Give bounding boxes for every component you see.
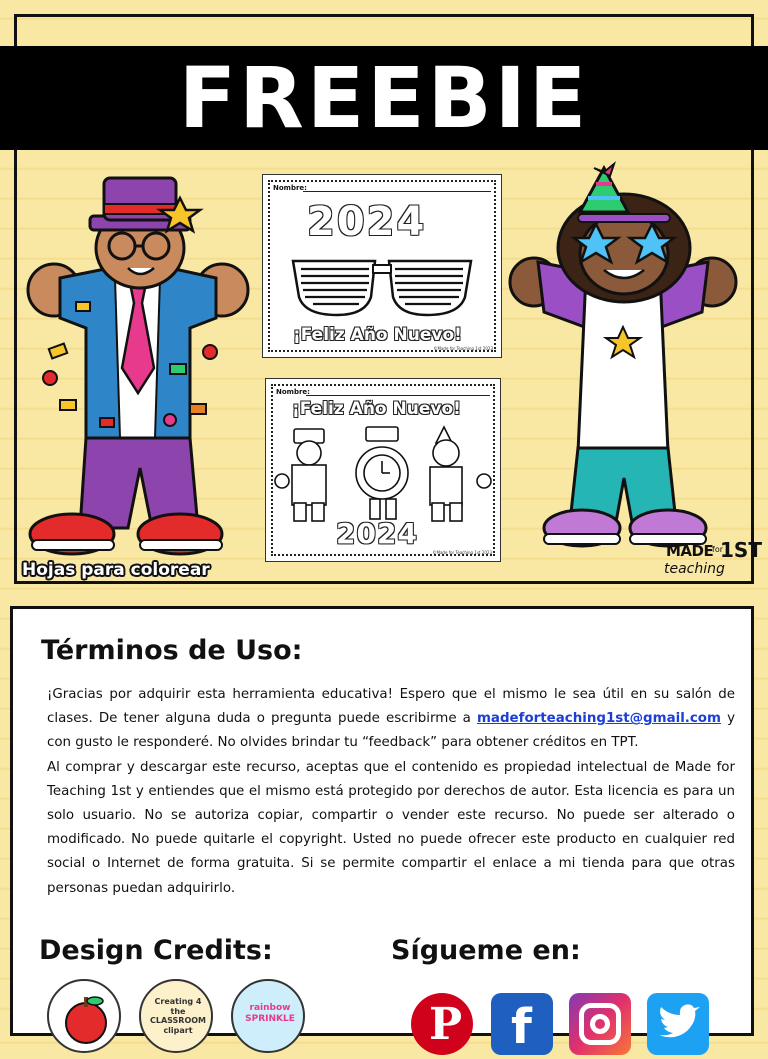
preview-caption: Hojas para colorear bbox=[22, 560, 210, 580]
rainbow-sprinkle-text: rainbow SPRINKLE bbox=[245, 1003, 295, 1024]
brand-teaching-text: teaching bbox=[664, 561, 725, 577]
sheet-copyright: ©Made for Teaching 1st 2023 bbox=[433, 346, 493, 351]
design-credits-title: Design Credits: bbox=[39, 935, 273, 966]
terms-thanks-text: ¡Gracias por adquirir esta herramienta educativa! Espero que el mismo le sea útil en su salón de clases. De tener alguna duda o pregunta puede escribirme a bbox=[47, 687, 735, 727]
instagram-icon[interactable] bbox=[569, 993, 631, 1055]
coloring-sheet-glasses bbox=[262, 174, 502, 358]
sheet-greeting-text: ¡Feliz Año Nuevo! bbox=[292, 399, 461, 419]
brand-for-text: for bbox=[712, 545, 723, 554]
coloring-sheet-characters bbox=[265, 378, 501, 562]
terms-feedback-text: y con gusto le responderé. No olvides brindar tu “feedback” para obtener créditos en TPT. bbox=[47, 711, 735, 751]
pinterest-glyph: P bbox=[429, 999, 463, 1050]
name-line bbox=[303, 191, 491, 192]
boy-character-illustration bbox=[20, 168, 256, 560]
sheet-copyright: ©Made for Teaching 1st 2023 bbox=[432, 550, 492, 555]
brand-first-text: 1ST bbox=[720, 538, 762, 562]
classroom-clipart-logo[interactable] bbox=[139, 979, 213, 1053]
facebook-icon[interactable] bbox=[491, 993, 553, 1055]
sheet-name-label: Nombre: bbox=[273, 184, 307, 192]
facebook-glyph: f bbox=[511, 999, 532, 1055]
sheet-greeting-text: ¡Feliz Año Nuevo! bbox=[293, 325, 462, 345]
name-line bbox=[306, 395, 490, 396]
follow-title: Sígueme en: bbox=[391, 935, 581, 966]
rainbow-sprinkle-logo[interactable] bbox=[231, 979, 305, 1053]
pinterest-icon[interactable] bbox=[411, 993, 473, 1055]
classroom-clipart-text: Creating 4 the CLASSROOM clipart bbox=[149, 997, 207, 1035]
sheet-year-text: 2024 bbox=[336, 517, 418, 550]
contact-email-link[interactable]: madeforteaching1st@gmail.com bbox=[476, 711, 721, 727]
terms-paragraph-thanks bbox=[47, 683, 735, 756]
terms-body bbox=[47, 683, 735, 901]
made-for-teaching-logo bbox=[664, 538, 762, 580]
apple-icon[interactable] bbox=[47, 979, 121, 1053]
instagram-lens bbox=[590, 1014, 610, 1034]
girl-character-illustration bbox=[508, 162, 738, 554]
page-title: FREEBIE bbox=[178, 49, 590, 147]
party-glasses-illustration bbox=[287, 253, 477, 323]
sheet-name-label: Nombre: bbox=[276, 388, 310, 396]
sheet-year-text: 2024 bbox=[307, 199, 427, 245]
terms-paragraph-license: Al comprar y descargar este recurso, aceptas que el contenido es propiedad intelectual de Made for Teaching 1st y entiendes que el mismo está protegido por derechos de autor. Esta licencia es para un solo usuario. No se autoriza copiar, compartir o vender este recurso. No puede ser alterado o modificado. No puede quitarle el copyright. Usted no puede ofrecer este producto en cualquier red social o Internet de forma gratuita. Si se permite compartir el enlace a mi tienda para que otras personas puedan adquirirlo. bbox=[47, 759, 735, 896]
title-banner bbox=[0, 46, 768, 150]
brand-made-text: MADE bbox=[666, 542, 714, 560]
twitter-bird bbox=[647, 993, 709, 1055]
twitter-icon[interactable] bbox=[647, 993, 709, 1055]
characters-outline-illustration bbox=[274, 425, 494, 525]
terms-title: Términos de Uso: bbox=[41, 635, 303, 666]
terms-of-use-card bbox=[10, 606, 754, 1055]
